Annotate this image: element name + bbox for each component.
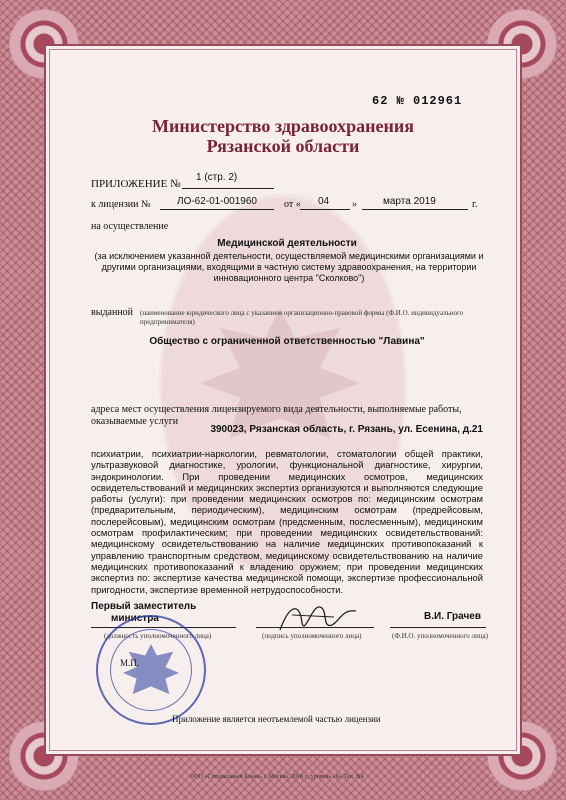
signer-name: В.И. Грачев — [424, 611, 481, 622]
license-date-prefix: от « — [284, 199, 301, 210]
appendix-number: 1 (стр. 2) — [196, 172, 238, 183]
issued-hint: (наименование юридического лица с указанием организационно-правовой формы (Ф.И.О. индивидуального предпринимателя) — [140, 309, 464, 326]
footer-note: Приложение является неотъемлемой частью лицензии — [172, 714, 381, 724]
activity-title: Медицинской деятельности — [217, 238, 357, 249]
activity-description: (за исключением указанной деятельности, осуществляемой медицинскими организациями и другими организациями, входящими в частную систему здравоохранения, на территории инновационного центра "Сколково") — [94, 251, 484, 283]
address-value: 390023, Рязанская область, г. Рязань, ул. Есенина, д.21 — [210, 424, 483, 435]
official-seal-icon — [96, 615, 206, 725]
activity-label: на осуществление — [91, 221, 169, 232]
license-label: к лицензии № — [91, 199, 151, 210]
license-date-quote: » — [352, 199, 357, 210]
address-label: адреса мест осуществления лицензируемого вида деятельности, выполняемые работы, оказываемые услуги — [91, 404, 462, 427]
license-day: 04 — [318, 196, 330, 207]
license-number: ЛО-62-01-001960 — [177, 196, 257, 207]
license-month-year: марта 2019 — [383, 196, 436, 207]
issued-label: выданной — [91, 307, 134, 318]
organization-name: Общество с ограниченной ответственностью "Лавина" — [149, 336, 425, 347]
caption-name: (Ф.И.О. уполномоченного лица) — [392, 632, 488, 640]
license-year-suffix: г. — [472, 199, 478, 210]
services-list-text: психиатрии, психиатрии-наркологии, ревматологии, стоматологии общей практики, ультразвуковой диагностике, урологии, функциональной диагностике, хирургии, эндокринологии. При проведении медицинских осмотров, медицинских освидетельствований и медицинских экспертиз организуются и выполняются следующие работы (услуги): при проведении медицинских осмотров по: медицинским осмотрам (предварительным, периодическим), медицинским осмотрам (предрейсовым, послерейсовым), медицинским осмотрам (предсменным, послесменным), медицинским осмотрам профилактическим; при проведении медицинских освидетельствований: медицинскому освидетельствованию на наличие медицинских противопоказаний к управлению транспортным средством, медицинскому освидетельствованию на наличие медицинских противопоказаний к владению оружием; при проведении медицинских экспертиз по: экспертизе качества медицинской помощи, экспертизе профессиональной пригодности, экспертизе временной нетрудоспособности. — [91, 448, 483, 595]
ministry-title: Министерство здравоохранения — [152, 116, 414, 136]
signer-position-line1: Первый заместитель — [91, 601, 197, 612]
seal-label: М.П. — [120, 658, 140, 668]
caption-signature: (подпись уполномоченного лица) — [262, 632, 362, 640]
appendix-label: ПРИЛОЖЕНИЕ № — [91, 178, 181, 190]
caption-position: (должность уполномоченного лица) — [104, 632, 212, 640]
printer-info: ООО «Специальный Бланк» г. Москва, 2018 г., уровень «Б» Тел. 8(4 — [190, 774, 364, 780]
ministry-region: Рязанской области — [206, 136, 360, 156]
signer-position-line2: министра — [111, 613, 159, 624]
serial-number: 62 № 012961 — [372, 94, 463, 108]
handwritten-signature-icon — [272, 595, 362, 640]
